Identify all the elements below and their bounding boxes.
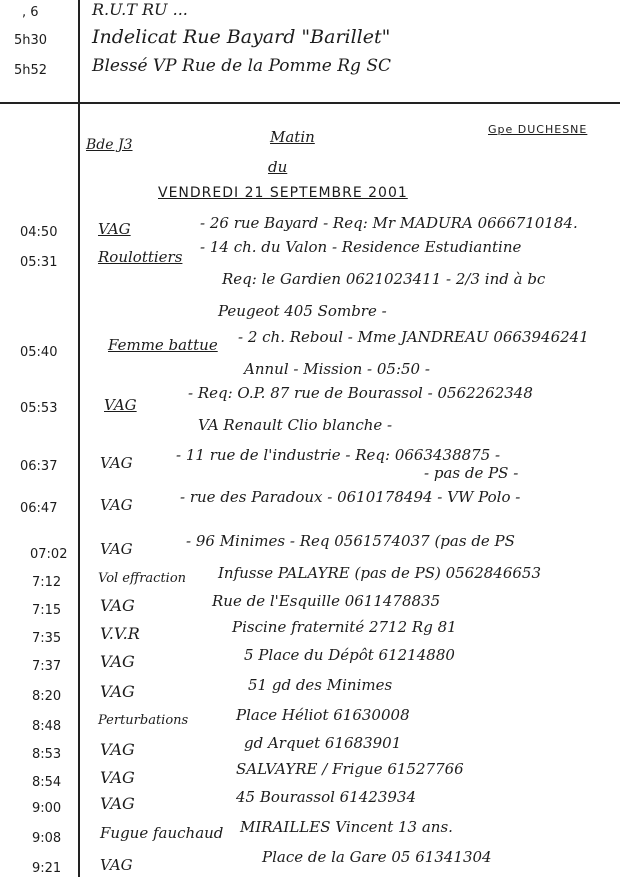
entry-time: 05:53 [20,401,58,416]
header-group: Gpe DUCHESNE [488,123,588,136]
entry-line: Place Héliot 61630008 [236,706,410,724]
entry-time: 05:40 [20,345,58,360]
entry-line: Place de la Gare 05 61341304 [262,848,492,866]
entry-type: VAG [100,740,135,759]
entry-type: Fugue fauchaud [100,824,224,842]
entry-type: VAG [98,220,131,238]
header-du: du [268,158,288,176]
entry-line: MIRAILLES Vincent 13 ans. [240,818,453,836]
top-text-1: R.U.T RU ... [92,0,188,19]
header-matin: Matin [270,128,315,146]
entry-time: 9:00 [32,801,62,816]
entry-time: 7:15 [32,603,62,618]
entry-time: 07:02 [30,547,68,562]
entry-line: - 96 Minimes - Req 0561574037 (pas de PS [186,532,515,550]
entry-line: 45 Bourassol 61423934 [236,788,417,806]
entry-line: - pas de PS - [424,464,519,482]
entry-type: V.V.R [100,624,140,643]
header-date: VENDREDI 21 SEPTEMBRE 2001 [158,185,408,201]
entry-line: - 2 ch. Reboul - Mme JANDREAU 0663946241 [238,328,589,346]
entry-type: VAG [100,652,135,671]
top-time-2: 5h30 [14,33,48,48]
entry-type: Perturbations [98,713,189,728]
entry-time: 06:47 [20,501,58,516]
entry-time: 04:50 [20,225,58,240]
entry-line: - rue des Paradoux - 0610178494 - VW Polo - [180,488,521,506]
entry-line: VA Renault Clio blanche - [198,416,393,434]
entry-time: 7:12 [32,575,62,590]
entry-type: VAG [100,768,135,787]
entry-line: 51 gd des Minimes [248,676,393,694]
entry-time: 8:53 [32,747,62,762]
brigade-label: Bde J3 [86,137,133,153]
entry-type: VAG [100,496,133,514]
entry-time: 8:48 [32,719,62,734]
entry-line: 5 Place du Dépôt 61214880 [244,646,455,664]
entry-time: 8:54 [32,775,62,790]
entry-time: 7:35 [32,631,62,646]
top-time-3: 5h52 [14,63,48,78]
entry-type: VAG [100,540,133,558]
top-text-2: Indelicat Rue Bayard "Barillet" [92,26,391,48]
entry-type: Vol effraction [98,571,187,586]
entry-line: Piscine fraternité 2712 Rg 81 [232,618,457,636]
entry-line: Req: le Gardien 0621023411 - 2/3 ind à bc [222,270,546,288]
entry-line: - 14 ch. du Valon - Residence Estudiantine [200,238,522,256]
top-time-1: , 6 [22,5,39,20]
entry-line: SALVAYRE / Frigue 61527766 [236,760,464,778]
entry-time: 9:21 [32,861,62,876]
entry-line: - Req: O.P. 87 rue de Bourassol - 0562262348 [188,384,533,402]
entry-line: Peugeot 405 Sombre - [218,302,387,320]
margin-line [78,0,80,877]
entry-time: 9:08 [32,831,62,846]
top-text-3: Blessé VP Rue de la Pomme Rg SC [92,56,391,76]
entry-time: 05:31 [20,255,58,270]
entry-type: Femme battue [108,336,218,354]
entry-line: - 11 rue de l'industrie - Req: 0663438875 - [176,446,501,464]
entry-type: Roulottiers [98,248,183,266]
entry-type: VAG [100,596,135,615]
entry-time: 06:37 [20,459,58,474]
entry-line: Annul - Mission - 05:50 - [244,360,430,378]
entry-time: 8:20 [32,689,62,704]
entry-line: gd Arquet 61683901 [244,734,402,752]
entry-line: Rue de l'Esquille 0611478835 [212,592,441,610]
entry-type: VAG [100,856,133,874]
entry-type: VAG [104,396,137,414]
entry-type: VAG [100,794,135,813]
entry-line: Infusse PALAYRE (pas de PS) 0562846653 [218,564,542,582]
entry-type: VAG [100,682,135,701]
entry-line: - 26 rue Bayard - Req: Mr MADURA 0666710184. [200,214,578,232]
entry-time: 7:37 [32,659,62,674]
section-divider [0,102,620,104]
entry-type: VAG [100,454,133,472]
